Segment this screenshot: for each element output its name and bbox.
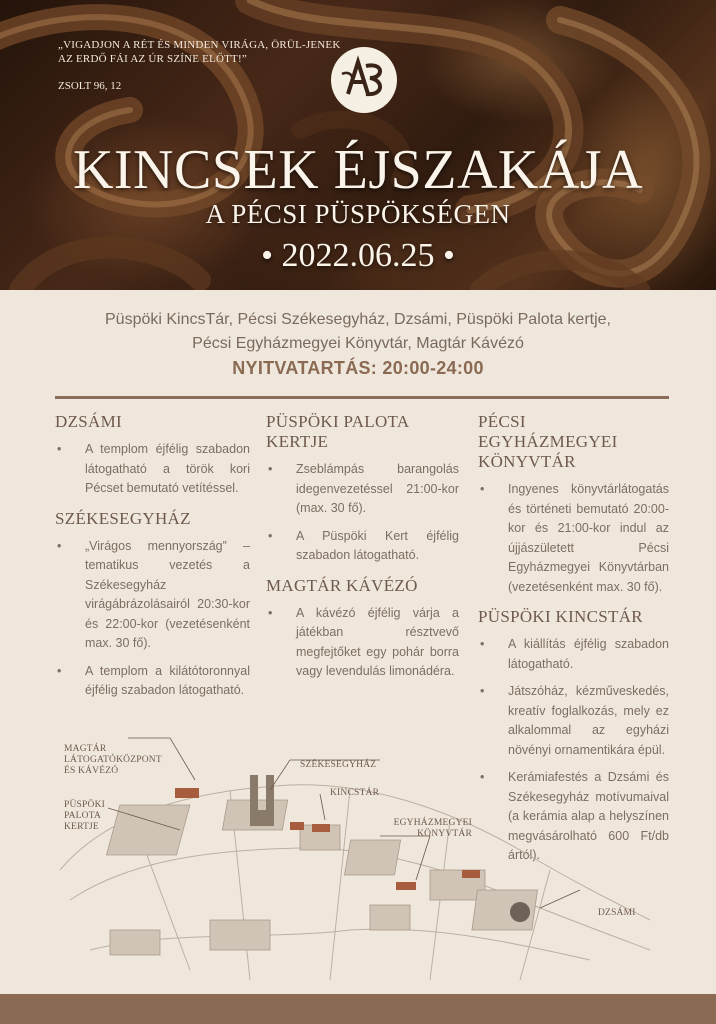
section-list-szekesegyhaz (55, 537, 250, 701)
locations-line-1: Püspöki KincsTár, Pécsi Székesegyház, Dzsámi, Püspöki Palota kertje, (105, 311, 611, 328)
list-item: • A Püspöki Kert éjfélig szabadon látogatható. (266, 527, 459, 566)
map-label-palota-kertje: PÜSPÖKI PALOTA KERTJE (64, 800, 105, 832)
list-item: • „Virágos mennyország” – tematikus vezetés a Székesegyház virágábrázolásairól 20:30-kor és 22:00-kor (vezetésenként max. 30 fő). (55, 537, 250, 654)
map-label-magtar: MAGTÁR LÁTOGATÓKÖZPONT ÉS KÁVÉZÓ (64, 744, 162, 776)
map-label-konyvtar: EGYHÁZMEGYEI KÖNYVTÁR (393, 818, 472, 839)
column-1 (55, 412, 250, 711)
page-subtitle: A PÉCSI PÜSPÖKSÉGEN (205, 199, 511, 229)
map-label-kincstar: KINCSTÁR (330, 788, 380, 798)
locations-line-2: Pécsi Egyházmegyei Könyvtár, Magtár Kávézó (192, 335, 524, 352)
list-item: • A templom a kilátótoronnyal éjfélig szabadon látogatható. (55, 662, 250, 701)
page-title: KINCSEK ÉJSZAKÁJA (72, 139, 644, 201)
list-item: • Játszóház, kézműveskedés, kreatív foglalkozás, mely ez alkalommal az egyházi növényi ornamentikára épül. (478, 682, 669, 760)
footer-bar (0, 994, 716, 1024)
area-map (50, 730, 670, 992)
section-list-dzsami (55, 440, 250, 499)
section-title-szekesegyhaz: SZÉKESEGYHÁZ (55, 508, 191, 528)
list-item: • Kerámiafestés a Dzsámi és Székesegyház motívumaival (a kerámia alap a helyszínen megvásárolható 600 Ft/db ártól). (478, 768, 669, 866)
section-list-magtar-kavezo (266, 604, 459, 682)
locations-list (0, 308, 716, 356)
section-title-palota-kertje: PÜSPÖKI PALOTA KERTJE (266, 412, 409, 451)
opening-hours: NYITVATARTÁS: 20:00-24:00 (232, 358, 484, 378)
section-title-kincstar: PÜSPÖKI KINCSTÁR (478, 607, 643, 626)
list-item: • A kávézó éjfélig várja a játékban résztvevő megfejtőket egy pohár borra vagy levendulás limonádéra. (266, 604, 459, 682)
list-item: • A templom éjfélig szabadon látogatható a török kori Pécset bemutató vetítéssel. (55, 440, 250, 499)
section-title-magtar-kavezo: MAGTÁR KÁVÉZÓ (266, 575, 418, 595)
divider-rule (55, 396, 669, 399)
bible-quote-reference: ZSOLT 96, 12 (58, 80, 122, 92)
map-label-dzsami: DZSÁMI (598, 908, 636, 918)
column-2 (266, 412, 459, 692)
header-banner (0, 0, 716, 290)
section-list-konyvtar (478, 480, 669, 597)
bible-quote: „VIGADJON A RÉT ÉS MINDEN VIRÁGA, ÖRÜL-JENEK AZ ERDŐ FÁI AZ ÚR SZÍNE ELŐTT!” (58, 39, 341, 65)
list-item: • Zseblámpás barangolás idegenvezetéssel 21:00-kor (max. 30 fő). (266, 460, 459, 519)
list-item: • Ingyenes könyvtárlátogatás és történeti bemutató 20:00-kor és 21:00-kor indul az újjászületett Pécsi Egyházmegyei Könyvtárban (vezetésenként max. 30 fő). (478, 480, 669, 597)
section-title-dzsami: DZSÁMI (55, 412, 122, 431)
map-label-szekesegyhaz: SZÉKESEGYHÁZ (300, 760, 377, 770)
list-item: • A kiállítás éjfélig szabadon látogatható. (478, 635, 669, 674)
section-title-konyvtar: PÉCSI EGYHÁZMEGYEI KÖNYVTÁR (478, 412, 618, 471)
diocese-logo-icon (328, 44, 400, 116)
section-list-palota-kertje (266, 460, 459, 566)
event-date: • 2022.06.25 • (261, 237, 455, 274)
